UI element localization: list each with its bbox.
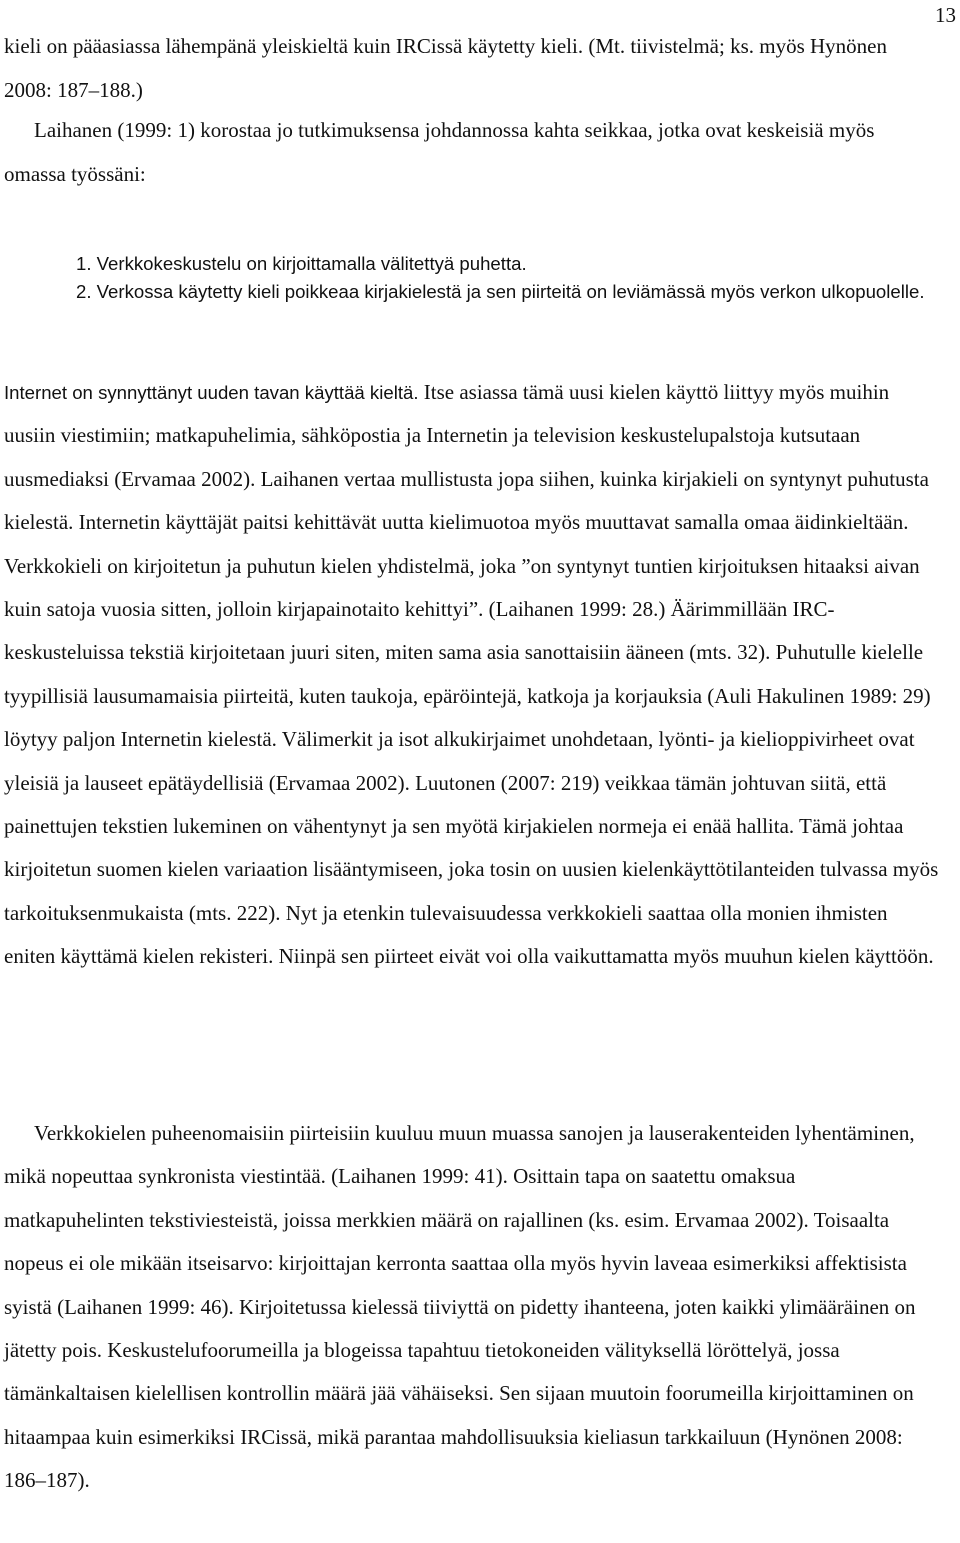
paragraph-main (4, 371, 940, 979)
paragraph-intro-continued: kieli on pääasiassa lähempänä yleiskieltä kuin IRCissä käytetty kieli. (Mt. tiivistelmä; ks. myös Hynönen 2008: 187–188.) (4, 34, 888, 102)
page-number: 13 (935, 3, 956, 27)
list-item: 2. Verkossa käytetty kieli poikkeaa kirjakielestä ja sen piirteitä on leviämässä myös verkon ulkopuolelle. (76, 281, 925, 302)
paragraph-second: Verkkokielen puheenomaisiin piirteisiin kuuluu muun muassa sanojen ja lauserakenteiden lyhentäminen, mikä nopeuttaa synkronista viestintää. (Laihanen 1999: 41). Osittain tapa on saatettu omaksua matkapuhelinten tekstiviesteistä, joissa merkkien määrä on rajallinen (ks. esim. Ervamaa 2002). Toisaalta nopeus ei ole mikään itseisarvo: kirjoittajan kerronta saattaa olla myös hyvin laveaa esimerkiksi affektisista syistä (Laihanen 1999: 46). Kirjoitetussa kielessä tiiviyttä on pidetty ihanteena, joten kaikki ylimääräinen on jätetty pois. Keskustelufoorumeilla ja blogeissa tapahtuu tietokoneiden välityksellä löröttelyä, jossa tämänkaltaisen kielellisen kontrollin määrä jää vähäiseksi. Sen sijaan muutoin foorumeilla kirjoittaminen on hitaampaa kuin esimerkiksi IRCissä, mikä parantaa mahdollisuuksia kieliasun tarkkailuun (Hynönen 2008: 186–187). (4, 1121, 916, 1493)
paragraph-main-lead: Internet on synnyttänyt uuden tavan käyttää kieltä. (4, 382, 419, 403)
list-item: 1. Verkkokeskustelu on kirjoittamalla välitettyä puhetta. (76, 253, 527, 274)
paragraph-main-body: Itse asiassa tämä uusi kielen käyttö liittyy myös muihin uusiin viestimiin; matkapuhelimia, sähköpostia ja Internetin ja television keskustelupalstoja kutsutaan uusmediaksi (Ervamaa 2002). Laihanen vertaa mullistusta jopa siihen, kuinka kirjakieli on syntynyt puhutusta kielestä. Internetin käyttäjät paitsi kehittävät uutta kielimuotoa myös muuttavat samalla omaa äidinkieltään. Verkkokieli on kirjoitetun ja puhutun kielen yhdistelmä, joka ”on syntynyt tuntien kirjoituksen hitaaksi aivan kuin satoja vuosia sitten, jolloin kirjapainotaito kehittyi”. (Laihanen 1999: 28.) Äärimmillään IRC-keskusteluissa tekstiä kirjoitetaan juuri siten, miten sama asia sanottaisiin ääneen (mts. 32). Puhutulle kielelle tyypillisiä lausumamaisia piirteitä, kuten taukoja, epäröintejä, katkoja ja korjauksia (Auli Hakulinen 1989: 29) löytyy paljon Internetin kielestä. Välimerkit ja isot alkukirjaimet unohdetaan, lyönti- ja kielioppivirheet ovat yleisiä ja lauseet epätäydellisiä (Ervamaa 2002). Luutonen (2007: 219) veikkaa tämän johtuvan siitä, että painettujen tekstien lukeminen on vähentynyt ja sen myötä kirjakielen normeja ei enää hallita. Tämä johtaa kirjoitetun suomen kielen variaation lisääntymiseen, joka tosin on uusien kielenkäyttötilanteiden tulvassa myös tarkoituksenmukaista (mts. 222). Nyt ja etenkin tulevaisuudessa verkkokieli saattaa olla monien ihmisten eniten käyttämä kielen rekisteri. Niinpä sen piirteet eivät voi olla vaikuttamatta myös muuhun kielen käyttöön. (4, 380, 939, 969)
paragraph-intro: Laihanen (1999: 1) korostaa jo tutkimuksensa johdannossa kahta seikkaa, jotka ovat keskeisiä myös omassa työssäni: (4, 118, 875, 186)
key-points-list (76, 250, 940, 306)
